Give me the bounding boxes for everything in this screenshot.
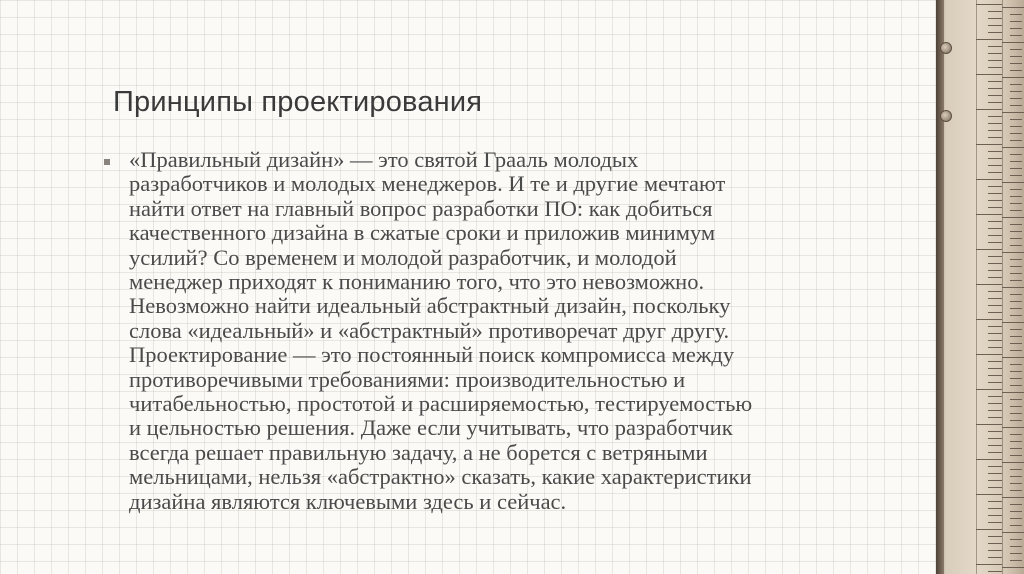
ruler-tick	[1010, 175, 1022, 176]
text-line: дизайна являются ключевыми здесь и сейчас.	[129, 488, 567, 514]
ruler-tick	[988, 550, 1002, 551]
ruler-tick	[1010, 154, 1022, 155]
ruler-tick	[1010, 350, 1022, 351]
ruler-tick	[1002, 252, 1024, 253]
ruler-tick	[988, 207, 1002, 208]
text-line: всегда решает правильную задачу, а не борется с ветряными	[129, 439, 708, 465]
ruler-tick	[988, 242, 1002, 243]
ruler-tick	[1010, 63, 1022, 64]
ruler-tick	[1010, 364, 1022, 365]
ruler-tick	[1010, 28, 1022, 29]
ruler-tick	[988, 480, 1002, 481]
ruler-tick	[1010, 315, 1022, 316]
ruler-tick	[1010, 385, 1022, 386]
ruler-tick	[1002, 462, 1024, 463]
text-line: «Правильный дизайн» — это святой Грааль молодых	[129, 147, 639, 172]
ruler-tick	[988, 382, 1002, 383]
ruler-tick	[976, 424, 1002, 425]
square-bullet-icon	[104, 159, 110, 165]
ruler-tick	[988, 466, 1002, 467]
ruler-tick	[1002, 287, 1024, 288]
ruler-tick	[1010, 259, 1022, 260]
ruler-tick	[988, 515, 1002, 516]
ruler-tick	[988, 172, 1002, 173]
ruler-tick	[1010, 266, 1022, 267]
ruler-tick	[1010, 280, 1022, 281]
ruler-tick	[988, 305, 1002, 306]
ruler-tick	[988, 60, 1002, 61]
ruler-tick	[1010, 301, 1022, 302]
ruler-tick	[976, 39, 1002, 40]
ruler-tick	[1010, 413, 1022, 414]
ruler-tick	[988, 361, 1002, 362]
ruler-tick	[988, 291, 1002, 292]
ruler-tick	[1002, 182, 1024, 183]
ruler-tick	[1010, 224, 1022, 225]
ruler-tick	[988, 95, 1002, 96]
ruler-tick	[1002, 392, 1024, 393]
ruler-tick	[1002, 322, 1024, 323]
ruler-tick	[988, 186, 1002, 187]
ruler-tick	[1010, 161, 1022, 162]
ruler-tick	[988, 333, 1002, 334]
ruler-tick	[1002, 427, 1024, 428]
ruler-tick	[988, 431, 1002, 432]
text-line: Невозможно найти идеальный абстрактный дизайн, поскольку	[129, 293, 731, 319]
ruler-tick	[976, 319, 1002, 320]
ruler-tick	[988, 25, 1002, 26]
ruler-tick	[976, 284, 1002, 285]
text-line: читабельностью, простотой и расширяемостью, тестируемостью	[129, 391, 753, 417]
ruler-tick	[1010, 371, 1022, 372]
ruler-tick	[988, 228, 1002, 229]
ruler-tick	[1010, 434, 1022, 435]
ruler-tick	[1010, 560, 1022, 561]
ruler-tick	[988, 67, 1002, 68]
ruler-tick	[988, 452, 1002, 453]
ruler-tick	[988, 165, 1002, 166]
ruler-tick	[988, 508, 1002, 509]
bullet-text	[129, 148, 919, 514]
ruler-tick	[1002, 357, 1024, 358]
text-line: слова «идеальный» и «абстрактный» противоречат друг другу.	[129, 317, 730, 343]
ruler-tick	[976, 214, 1002, 215]
screw-icon	[940, 42, 952, 54]
ruler-tick	[1010, 518, 1022, 519]
ruler-tick	[1002, 217, 1024, 218]
ruler-tick	[1010, 378, 1022, 379]
ruler-tick	[1010, 476, 1022, 477]
ruler-tick	[988, 130, 1002, 131]
ruler-tick	[1010, 406, 1022, 407]
ruler-tick	[1010, 238, 1022, 239]
ruler-tick	[1010, 196, 1022, 197]
ruler-tick	[1010, 539, 1022, 540]
ruler-tick	[988, 312, 1002, 313]
slide-title: Принципы проектирования	[113, 86, 483, 118]
ruler-tick	[988, 557, 1002, 558]
text-line: найти ответ на главный вопрос разработки ПО: как добиться	[129, 195, 713, 221]
ruler-tick	[988, 235, 1002, 236]
ruler-tick	[988, 53, 1002, 54]
ruler-tick	[1010, 504, 1022, 505]
ruler-tick	[1010, 49, 1022, 50]
ruler-tick	[1010, 273, 1022, 274]
text-line: качественного дизайна в сжатые сроки и приложив минимум	[129, 220, 716, 246]
ruler-tick	[1010, 84, 1022, 85]
ruler-tick	[988, 410, 1002, 411]
ruler-tick	[1002, 497, 1024, 498]
ruler-tick	[988, 298, 1002, 299]
ruler-tick	[988, 137, 1002, 138]
ruler-tick	[1010, 399, 1022, 400]
ruler-tick	[988, 88, 1002, 89]
ruler-tick	[1010, 448, 1022, 449]
ruler-tick	[1010, 308, 1022, 309]
ruler-tick	[976, 144, 1002, 145]
ruler-tick	[976, 109, 1002, 110]
ruler-tick	[988, 18, 1002, 19]
ruler-tick	[988, 487, 1002, 488]
ruler-tick	[988, 543, 1002, 544]
text-line: и цельностью решения. Даже если учитывать, что разработчик	[129, 415, 733, 441]
text-line: разработчиков и молодых менеджеров. И те и другие мечтают	[129, 171, 726, 197]
ruler-tick	[1010, 511, 1022, 512]
ruler-tick	[988, 270, 1002, 271]
ruler-tick	[1010, 189, 1022, 190]
ruler-tick	[976, 179, 1002, 180]
ruler-tick	[1010, 525, 1022, 526]
ruler-tick	[988, 102, 1002, 103]
ruler-tick	[1010, 91, 1022, 92]
ruler-tick	[988, 263, 1002, 264]
ruler-tick	[1010, 231, 1022, 232]
ruler-tick	[1010, 546, 1022, 547]
ruler-tick	[988, 32, 1002, 33]
ruler-tick	[1002, 147, 1024, 148]
ruler-tick	[988, 536, 1002, 537]
screw-icon	[940, 110, 952, 122]
ruler-tick	[988, 340, 1002, 341]
ruler-tick	[1010, 441, 1022, 442]
ruler-tick	[988, 403, 1002, 404]
ruler-tick	[976, 529, 1002, 530]
ruler-tick	[988, 221, 1002, 222]
ruler-tick	[988, 193, 1002, 194]
ruler-tick	[1010, 119, 1022, 120]
ruler-tick	[988, 116, 1002, 117]
ruler-tick	[1010, 203, 1022, 204]
ruler-tick	[1010, 490, 1022, 491]
ruler-tick	[1002, 532, 1024, 533]
ruler-tick	[1010, 329, 1022, 330]
ruler-tick	[988, 522, 1002, 523]
ruler-tick	[1010, 420, 1022, 421]
ruler-tick	[988, 151, 1002, 152]
ruler-tick	[988, 396, 1002, 397]
ruler-tick	[1002, 567, 1024, 568]
ruler-tick	[1010, 245, 1022, 246]
ruler-tick	[988, 445, 1002, 446]
ruler-tick	[1002, 112, 1024, 113]
ruler-tick	[988, 256, 1002, 257]
ruler-tick	[1002, 42, 1024, 43]
ruler-tick	[988, 11, 1002, 12]
ruler-tick	[988, 368, 1002, 369]
ruler-tick	[988, 347, 1002, 348]
ruler-tick	[976, 249, 1002, 250]
ruler-tick	[1010, 168, 1022, 169]
ruler-edge	[936, 0, 944, 574]
ruler-tick	[976, 564, 1002, 565]
ruler-tick	[1010, 133, 1022, 134]
ruler-tick	[1010, 70, 1022, 71]
ruler-tick	[976, 74, 1002, 75]
ruler-tick	[988, 123, 1002, 124]
ruler-tick	[1010, 35, 1022, 36]
ruler-tick	[988, 158, 1002, 159]
ruler-tick	[988, 277, 1002, 278]
ruler-tick	[1010, 21, 1022, 22]
ruler-tick	[1002, 77, 1024, 78]
ruler-tick	[1010, 294, 1022, 295]
ruler-tick	[1010, 56, 1022, 57]
ruler-tick	[1010, 553, 1022, 554]
ruler-tick	[988, 501, 1002, 502]
ruler-tick	[988, 438, 1002, 439]
ruler-tick	[1010, 483, 1022, 484]
ruler-tick	[976, 494, 1002, 495]
ruler-tick	[976, 459, 1002, 460]
text-line: мельницами, нельзя «абстрактно» сказать, какие характеристики	[129, 464, 752, 490]
ruler-tick	[988, 81, 1002, 82]
ruler-tick	[1010, 105, 1022, 106]
ruler-decoration	[936, 0, 1024, 574]
ruler-tick	[988, 46, 1002, 47]
text-line: менеджер приходят к пониманию того, что это невозможно.	[129, 269, 705, 295]
ruler-tick	[976, 4, 1002, 5]
ruler-tick	[988, 375, 1002, 376]
ruler-tick	[988, 326, 1002, 327]
ruler-tick	[1002, 7, 1024, 8]
text-line: Проектирование — это постоянный поиск компромисса между	[129, 342, 735, 368]
ruler-tick	[1010, 14, 1022, 15]
ruler-tick	[988, 473, 1002, 474]
ruler-tick	[1010, 98, 1022, 99]
ruler-tick	[988, 200, 1002, 201]
ruler-tick	[1010, 455, 1022, 456]
ruler-guide-line	[976, 0, 977, 574]
ruler-tick	[1010, 469, 1022, 470]
text-line: противоречивыми требованиями: производительностью и	[129, 366, 686, 392]
ruler-tick	[1010, 210, 1022, 211]
ruler-tick	[988, 571, 1002, 572]
ruler-tick	[976, 354, 1002, 355]
ruler-tick	[1010, 336, 1022, 337]
ruler-tick	[976, 389, 1002, 390]
ruler-tick	[1010, 343, 1022, 344]
ruler-tick	[988, 417, 1002, 418]
ruler-tick	[1010, 140, 1022, 141]
ruler-tick	[1010, 126, 1022, 127]
text-line: усилий? Со временем и молодой разработчик, и молодой	[129, 244, 677, 270]
